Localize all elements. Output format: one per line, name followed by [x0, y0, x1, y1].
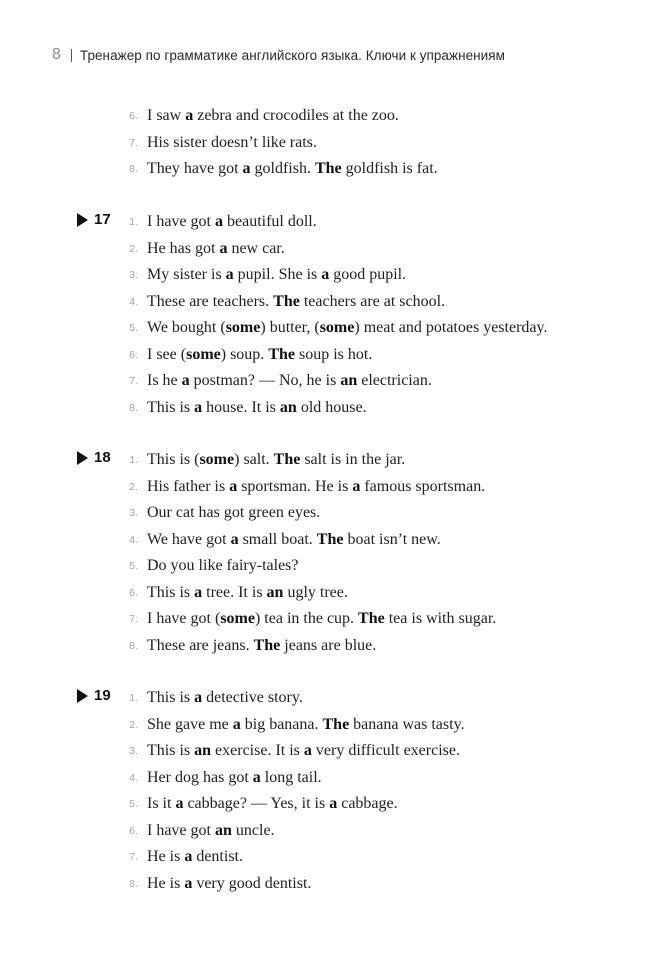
answer-line: [0, 580, 663, 607]
text-segment: teachers are at school.: [299, 292, 446, 310]
text-segment: very good dentist.: [192, 874, 312, 892]
answer-line: [0, 553, 663, 580]
answer-text: [147, 791, 398, 818]
article-highlight: a: [181, 372, 190, 389]
article-highlight: a: [219, 239, 228, 257]
answer-text: [147, 818, 275, 845]
answer-line: [0, 262, 663, 289]
answer-text: [147, 500, 320, 527]
answer-text: [147, 209, 317, 236]
text-segment: tree. It is: [202, 583, 267, 601]
answer-number: 5.: [129, 560, 138, 572]
answer-number: 6.: [129, 110, 138, 122]
answer-text: [147, 342, 372, 369]
answer-text: [147, 553, 299, 580]
exercise-number: 19: [94, 687, 111, 704]
article-highlight: The: [358, 610, 385, 627]
text-segment: jeans are blue.: [280, 636, 377, 654]
answer-line: [0, 395, 663, 422]
text-segment: This is: [147, 742, 195, 759]
answer-text: [147, 633, 376, 660]
article-highlight: a: [232, 715, 241, 733]
answer-number: 1.: [129, 454, 138, 466]
answer-line: [0, 474, 663, 501]
text-segment: His sister doesn’t like rats.: [147, 133, 317, 151]
answer-text: [147, 606, 496, 633]
answer-text: [147, 871, 311, 898]
article-highlight: a: [225, 266, 234, 283]
article-highlight: The: [314, 160, 342, 177]
answer-line: [0, 103, 663, 130]
article-highlight: The: [268, 345, 295, 363]
text-segment: Her dog has got: [147, 768, 253, 786]
text-segment: He has got: [147, 239, 220, 257]
text-segment: Is it: [147, 795, 176, 812]
article-highlight: The: [273, 292, 300, 310]
text-segment: very difficult exercise.: [311, 742, 460, 759]
text-segment: big banana.: [240, 715, 323, 733]
article-highlight: a: [175, 795, 184, 812]
answer-line: [0, 712, 663, 739]
article-highlight: a: [321, 266, 330, 283]
answer-text: [147, 765, 322, 792]
text-segment: zebra and crocodiles at the zoo.: [193, 107, 399, 124]
text-segment: ) soup.: [220, 345, 269, 363]
text-segment: old house.: [296, 398, 367, 416]
answer-line: [0, 791, 663, 818]
text-segment: sportsman. He is: [237, 477, 353, 495]
text-segment: electrician.: [357, 372, 432, 389]
header-title: Тренажер по грамматике английского языка. Ключи к упражнениям: [79, 47, 505, 63]
exercise-19: [0, 685, 663, 897]
answer-text: [147, 844, 243, 871]
answer-number: 6.: [129, 824, 138, 837]
text-segment: banana was tasty.: [349, 715, 465, 733]
answer-line: [0, 289, 663, 316]
article-highlight: a: [252, 768, 261, 786]
answer-number: 3.: [129, 507, 138, 519]
text-segment: I have got (: [147, 610, 221, 627]
article-highlight: The: [322, 715, 350, 733]
article-highlight: a: [185, 107, 194, 124]
text-segment: goldfish is fat.: [341, 160, 438, 177]
page-number: 8: [52, 46, 61, 63]
text-segment: small boat.: [238, 530, 317, 548]
text-segment: This is: [147, 398, 195, 416]
answer-text: [147, 685, 303, 712]
answer-line: [0, 844, 663, 871]
text-segment: ) salt.: [234, 451, 274, 468]
answer-number: 7.: [129, 136, 138, 149]
answer-number: 8.: [129, 877, 138, 890]
answer-number: 4.: [129, 295, 138, 308]
answer-number: 8.: [129, 639, 138, 652]
article-highlight: a: [242, 160, 251, 177]
text-segment: I have got: [147, 213, 215, 230]
text-segment: This is (: [147, 451, 200, 468]
article-highlight: a: [214, 213, 223, 230]
answer-line: [0, 130, 663, 157]
running-header: [52, 44, 505, 66]
answer-text: [147, 236, 285, 263]
answer-line: [0, 738, 663, 765]
text-segment: detective story.: [202, 689, 303, 706]
text-segment: My sister is: [147, 266, 226, 283]
text-segment: ) butter, (: [260, 319, 320, 336]
answer-number: 6.: [129, 348, 138, 361]
text-segment: salt is in the jar.: [300, 451, 406, 468]
answer-number: 7.: [129, 613, 138, 625]
text-segment: beautiful doll.: [222, 213, 317, 230]
answer-line: [0, 633, 663, 660]
text-segment: This is: [147, 583, 195, 601]
answer-text: [147, 395, 367, 422]
answer-number: 6.: [129, 586, 138, 599]
article-highlight: a: [352, 477, 361, 495]
text-segment: He is: [147, 848, 185, 865]
text-segment: tea is with sugar.: [384, 610, 497, 627]
exercise-17: [0, 209, 663, 421]
answer-number: 4.: [129, 533, 138, 546]
answer-text: [147, 156, 438, 183]
text-segment: dentist.: [192, 848, 243, 865]
text-segment: He is: [147, 874, 185, 892]
answer-text: [147, 527, 441, 554]
answer-number: 7.: [129, 375, 138, 387]
answer-line: [0, 236, 663, 263]
article-highlight: an: [266, 583, 284, 601]
answer-line: [0, 818, 663, 845]
answer-number: 3.: [129, 269, 138, 281]
header-divider: [71, 49, 72, 62]
text-segment: This is: [147, 689, 195, 706]
text-segment: postman? — No, he is: [189, 372, 341, 389]
exercise-18: [0, 447, 663, 659]
article-highlight: some: [225, 319, 261, 336]
answer-number: 7.: [129, 851, 138, 863]
article-highlight: a: [184, 874, 193, 892]
article-highlight: The: [273, 451, 301, 468]
answer-number: 2.: [129, 718, 138, 731]
answer-text: [147, 130, 317, 157]
text-segment: Our cat has got green eyes.: [147, 504, 321, 521]
exercise-number: 18: [94, 449, 111, 466]
article-highlight: an: [279, 398, 297, 416]
answer-line: [0, 209, 663, 236]
answer-text: [147, 580, 348, 607]
answer-line: [0, 368, 663, 395]
text-segment: soup is hot.: [294, 345, 373, 363]
text-segment: exercise. It is: [211, 742, 304, 759]
text-segment: His father is: [147, 477, 230, 495]
text-segment: uncle.: [231, 821, 275, 839]
article-highlight: an: [194, 742, 212, 759]
text-segment: Do you like fairy-tales?: [147, 557, 299, 574]
answer-text: [147, 262, 406, 289]
text-segment: I see (: [147, 345, 187, 363]
article-highlight: some: [220, 610, 255, 627]
answer-number: 1.: [129, 216, 138, 228]
answer-line: [0, 500, 663, 527]
text-segment: ) meat and potatoes yesterday.: [354, 319, 548, 336]
answer-number: 2.: [129, 242, 138, 255]
answer-text: [147, 289, 445, 316]
text-segment: long tail.: [260, 768, 322, 786]
answer-number: 2.: [129, 480, 138, 493]
article-highlight: some: [319, 319, 355, 336]
text-segment: ) tea in the cup.: [254, 610, 359, 627]
answer-line: [0, 871, 663, 898]
answer-text: [147, 447, 405, 474]
answer-text: [147, 315, 547, 342]
text-segment: We have got: [147, 530, 231, 548]
article-highlight: a: [303, 742, 312, 759]
article-highlight: The: [253, 636, 281, 654]
article-highlight: a: [230, 530, 239, 548]
text-segment: pupil. She is: [233, 266, 322, 283]
answer-line: [0, 342, 663, 369]
text-segment: These are teachers.: [147, 292, 274, 310]
answer-line: [0, 685, 663, 712]
text-segment: They have got: [147, 160, 243, 177]
text-segment: new car.: [227, 239, 285, 257]
text-segment: I saw: [147, 107, 186, 124]
text-segment: boat isn’t new.: [343, 530, 441, 548]
text-segment: ugly tree.: [283, 583, 348, 601]
answer-number: 5.: [129, 322, 138, 334]
article-highlight: an: [214, 821, 232, 839]
article-highlight: some: [199, 451, 235, 468]
answer-line: [0, 606, 663, 633]
answer-line: [0, 765, 663, 792]
answer-number: 5.: [129, 798, 138, 810]
answer-text: [147, 103, 399, 130]
answer-number: 8.: [129, 401, 138, 414]
answer-text: [147, 474, 485, 501]
text-segment: Is he: [147, 372, 182, 389]
text-segment: house. It is: [202, 398, 280, 416]
article-highlight: some: [186, 345, 221, 363]
article-highlight: a: [194, 398, 203, 416]
text-segment: goldfish.: [250, 160, 315, 177]
text-segment: cabbage? — Yes, it is: [183, 795, 330, 812]
article-highlight: a: [184, 848, 193, 865]
answer-line: [0, 315, 663, 342]
answer-line: [0, 156, 663, 183]
text-segment: These are jeans.: [147, 636, 254, 654]
answer-line: [0, 447, 663, 474]
answer-text: [147, 738, 460, 765]
text-segment: cabbage.: [337, 795, 398, 812]
article-highlight: a: [194, 583, 203, 601]
text-segment: famous sportsman.: [360, 477, 486, 495]
article-highlight: an: [340, 372, 358, 389]
answer-line: [0, 527, 663, 554]
answer-number: 8.: [129, 163, 138, 175]
exercise-continued: [0, 103, 663, 183]
answer-number: 4.: [129, 771, 138, 784]
text-segment: She gave me: [147, 715, 233, 733]
article-highlight: a: [194, 689, 203, 706]
answer-number: 1.: [129, 692, 138, 704]
answer-text: [147, 368, 432, 395]
article-highlight: a: [329, 795, 338, 812]
article-highlight: The: [316, 530, 344, 548]
answer-text: [147, 712, 465, 739]
article-highlight: a: [229, 477, 238, 495]
exercise-number: 17: [94, 211, 111, 228]
text-segment: We bought (: [147, 319, 226, 336]
text-segment: I have got: [147, 821, 215, 839]
answer-number: 3.: [129, 745, 138, 757]
text-segment: good pupil.: [329, 266, 407, 283]
